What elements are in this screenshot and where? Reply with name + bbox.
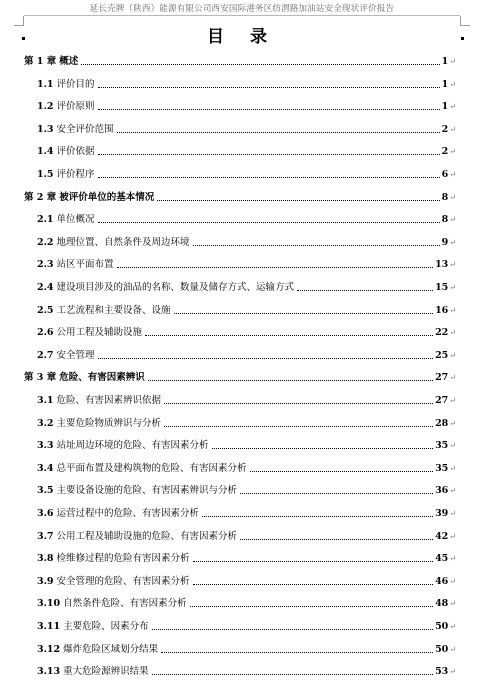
toc-title: 目 录 bbox=[207, 27, 277, 47]
toc-dot-leader bbox=[164, 403, 433, 404]
toc-page-number: 13 bbox=[435, 259, 449, 271]
toc-entry-number: 2.7 bbox=[37, 349, 54, 361]
toc-dot-leader bbox=[98, 222, 440, 223]
paragraph-mark-icon: ↵ bbox=[449, 509, 456, 518]
paragraph-mark-icon: ↵ bbox=[449, 147, 456, 157]
toc-page-number: 46 bbox=[435, 575, 449, 587]
toc-entry-number: 3.4 bbox=[37, 462, 54, 474]
toc-entry-label: 危险、有害因素辨识依据 bbox=[56, 395, 162, 406]
toc-entry-label: 安全评价范围 bbox=[56, 123, 114, 135]
toc-dot-leader bbox=[297, 290, 433, 291]
toc-dot-leader bbox=[152, 674, 433, 675]
toc-dot-leader bbox=[193, 561, 434, 562]
paragraph-mark-icon: ↵ bbox=[449, 328, 456, 338]
toc-section-entry[interactable] bbox=[37, 77, 456, 91]
toc-entry-number: 3.7 bbox=[37, 530, 54, 542]
toc-entry-label: 安全管理的危险、有害因素分析 bbox=[56, 575, 190, 587]
toc-page-number: 42 bbox=[435, 530, 449, 542]
toc-section-entry[interactable] bbox=[37, 438, 456, 452]
toc-entry-number: 1.2 bbox=[37, 101, 54, 113]
toc-entry-number: 2.3 bbox=[37, 259, 54, 271]
paragraph-mark-icon: ↵ bbox=[449, 102, 456, 112]
toc-page-number: 50 bbox=[435, 643, 449, 655]
toc-entry-label: 总平面布置及建构筑物的危险、有害因素分析 bbox=[56, 462, 247, 474]
toc-page-number: 45 bbox=[435, 553, 449, 565]
paragraph-mark-icon: ↵ bbox=[449, 441, 456, 451]
toc-dot-leader bbox=[98, 177, 440, 178]
toc-dot-leader bbox=[202, 516, 433, 517]
toc-entry-label: 重大危险源辨识结果 bbox=[63, 666, 149, 678]
toc-section-entry[interactable] bbox=[37, 619, 456, 633]
toc-entry-label: 安全管理 bbox=[56, 349, 95, 361]
paragraph-mark-icon: ↵ bbox=[449, 260, 456, 270]
toc-section-entry[interactable] bbox=[37, 529, 456, 543]
toc-page-number: 39 bbox=[435, 508, 449, 519]
toc-entry-label: 主要危险物质辨识与分析 bbox=[56, 417, 162, 429]
toc-entry-number: 3.1 bbox=[37, 395, 54, 406]
toc-dot-leader bbox=[193, 245, 440, 246]
toc-section-entry[interactable] bbox=[37, 642, 456, 656]
toc-page-number: 27 bbox=[435, 395, 449, 406]
toc-section-entry[interactable] bbox=[37, 280, 456, 294]
toc-section-entry[interactable] bbox=[37, 596, 456, 610]
toc-entry-label: 主要设备设施的危险、有害因素辨识与分析 bbox=[56, 485, 238, 497]
toc-dot-leader bbox=[240, 539, 433, 540]
toc-entry-number: 3.13 bbox=[37, 666, 61, 678]
toc-page-number: 36 bbox=[435, 485, 449, 497]
paragraph-mark-icon: ↵ bbox=[449, 170, 456, 179]
toc-entry-number: 1.3 bbox=[37, 123, 54, 135]
header-rule bbox=[24, 15, 460, 16]
toc-section-entry[interactable] bbox=[37, 664, 456, 678]
toc-dot-leader bbox=[98, 358, 434, 359]
toc-entry-number: 1.4 bbox=[37, 146, 54, 158]
paragraph-mark-icon: ↵ bbox=[449, 305, 456, 315]
toc-entry-number: 3.3 bbox=[37, 440, 54, 452]
paragraph-mark-icon: ↵ bbox=[449, 644, 456, 654]
toc-entry-number: 2.6 bbox=[37, 327, 54, 339]
toc-entry-number: 2.1 bbox=[37, 214, 54, 226]
paragraph-mark-icon: ↵ bbox=[449, 57, 456, 66]
toc-dot-leader bbox=[240, 493, 433, 494]
toc-entry-number: 第 2 章 bbox=[24, 191, 57, 203]
toc-entry-label: 地理位置、自然条件及周边环境 bbox=[56, 236, 190, 248]
toc-entry-label: 运营过程中的危险、有害因素分析 bbox=[56, 508, 200, 519]
toc-page-number: 1 bbox=[441, 78, 449, 90]
toc-entry-number: 3.10 bbox=[37, 598, 61, 610]
toc-section-entry[interactable] bbox=[37, 461, 456, 475]
paragraph-mark-icon: ↵ bbox=[449, 576, 456, 586]
toc-dot-leader bbox=[193, 584, 434, 585]
toc-page-number: 35 bbox=[435, 440, 449, 452]
toc-page-number: 53 bbox=[435, 666, 449, 678]
toc-page-number: 50 bbox=[435, 621, 449, 632]
toc-entry-number: 第 3 章 bbox=[24, 372, 57, 384]
toc-dot-leader bbox=[117, 267, 434, 268]
toc-dot-leader bbox=[117, 132, 440, 133]
toc-page-number: 2 bbox=[441, 146, 449, 158]
toc-entry-number: 2.5 bbox=[37, 304, 54, 316]
toc-dot-leader bbox=[148, 380, 433, 381]
toc-entry-label: 公用工程及辅助设施 bbox=[56, 327, 143, 339]
toc-entry-number: 3.11 bbox=[37, 621, 61, 632]
toc-entry-label: 单位概况 bbox=[56, 214, 95, 226]
toc-section-entry[interactable] bbox=[37, 393, 456, 407]
paragraph-mark-icon: ↵ bbox=[449, 554, 456, 564]
toc-dot-leader bbox=[98, 154, 440, 155]
toc-page-number: 16 bbox=[435, 304, 449, 316]
toc-section-entry[interactable] bbox=[37, 212, 456, 226]
toc-section-entry[interactable] bbox=[37, 122, 456, 136]
toc-entry-label: 公用工程及辅助设施的危险、有害因素分析 bbox=[56, 530, 238, 542]
toc-section-entry[interactable] bbox=[37, 235, 456, 249]
toc-dot-leader bbox=[174, 313, 434, 314]
toc-entry-number: 3.8 bbox=[37, 553, 54, 565]
toc-page-number: 48 bbox=[435, 598, 449, 610]
toc-section-entry[interactable] bbox=[37, 144, 456, 158]
toc-dot-leader bbox=[145, 335, 433, 336]
paragraph-mark-icon: ↵ bbox=[449, 237, 456, 247]
toc-page-number: 35 bbox=[435, 462, 449, 474]
toc-entry-number: 3.9 bbox=[37, 575, 54, 587]
toc-page-number: 2 bbox=[441, 123, 449, 135]
toc-chapter-entry[interactable] bbox=[24, 190, 456, 204]
paragraph-mark-icon: ↵ bbox=[449, 667, 456, 677]
paragraph-mark-icon: ↵ bbox=[449, 418, 456, 428]
toc-page-number: 1 bbox=[441, 56, 449, 67]
toc-dot-leader bbox=[161, 652, 433, 653]
toc-dot-leader bbox=[152, 629, 433, 630]
toc-section-entry[interactable] bbox=[37, 257, 456, 271]
page-header: 延长壳牌（陕西）能源有限公司西安国际港务区纺渭路加油站安全现状评价报告 bbox=[89, 4, 395, 14]
toc-entry-number: 3.12 bbox=[37, 643, 61, 655]
paragraph-mark-icon: ↵ bbox=[449, 373, 456, 383]
paragraph-mark-icon: ↵ bbox=[449, 486, 456, 496]
toc-dot-leader bbox=[250, 471, 434, 472]
toc-dot-leader bbox=[157, 200, 439, 201]
toc-page-number: 15 bbox=[435, 282, 449, 293]
toc-chapter-entry[interactable] bbox=[24, 54, 456, 68]
toc-entry-label: 评价目的 bbox=[56, 78, 95, 90]
toc-section-entry[interactable] bbox=[37, 325, 456, 339]
paragraph-mark-icon: ↵ bbox=[449, 192, 456, 202]
toc-page-number: 8 bbox=[441, 214, 449, 226]
toc-entry-label: 工艺流程和主要设备、设施 bbox=[56, 304, 171, 316]
toc-entry-label: 评价程序 bbox=[56, 169, 95, 180]
toc-dot-leader bbox=[98, 87, 440, 88]
toc-entry-label: 自然条件危险、有害因素分析 bbox=[63, 598, 187, 610]
toc-section-entry[interactable] bbox=[37, 303, 456, 317]
toc-dot-leader bbox=[164, 426, 433, 427]
toc-dot-leader bbox=[98, 109, 440, 110]
toc-section-entry[interactable] bbox=[37, 416, 456, 430]
toc-entry-number: 3.2 bbox=[37, 417, 54, 429]
toc-section-entry[interactable] bbox=[37, 348, 456, 362]
toc-entry-label: 检维修过程的危险有害因素分析 bbox=[56, 553, 190, 565]
toc-section-entry[interactable] bbox=[37, 551, 456, 565]
toc-dot-leader bbox=[190, 606, 433, 607]
toc-entry-label: 被评价单位的基本情况 bbox=[59, 191, 155, 203]
toc-page-number: 22 bbox=[435, 327, 449, 339]
toc-page-number: 9 bbox=[441, 236, 449, 248]
toc-page-number: 8 bbox=[441, 191, 449, 203]
toc-entry-number: 第 1 章 bbox=[24, 56, 57, 67]
paragraph-mark-icon: ↵ bbox=[449, 599, 456, 609]
toc-page-number: 27 bbox=[435, 372, 449, 384]
paragraph-mark-icon: ↵ bbox=[449, 283, 456, 292]
toc-entry-number: 2.2 bbox=[37, 236, 54, 248]
paragraph-mark-icon: ↵ bbox=[449, 350, 456, 360]
toc-section-entry[interactable] bbox=[37, 506, 456, 520]
toc-entry-label: 评价原则 bbox=[56, 101, 95, 113]
toc-page-number: 28 bbox=[435, 417, 449, 429]
toc-entry-label: 站区平面布置 bbox=[56, 259, 114, 271]
toc-dot-leader bbox=[212, 448, 434, 449]
paragraph-mark-icon: ↵ bbox=[449, 396, 456, 405]
toc-entry-label: 危险、有害因素辨识 bbox=[59, 372, 145, 384]
toc-page-number: 6 bbox=[441, 169, 449, 180]
toc-entry-number: 2.4 bbox=[37, 282, 54, 293]
paragraph-mark-icon: ↵ bbox=[449, 79, 456, 89]
toc-entry-label: 爆炸危险区域划分结果 bbox=[63, 643, 159, 655]
paragraph-mark-icon: ↵ bbox=[449, 622, 456, 631]
toc-page-number: 25 bbox=[435, 349, 449, 361]
toc-section-entry[interactable] bbox=[37, 167, 456, 181]
toc-entry-label: 概述 bbox=[59, 56, 79, 67]
toc-entry-label: 评价依据 bbox=[56, 146, 95, 158]
toc-section-entry[interactable] bbox=[37, 483, 456, 497]
toc-entry-number: 3.6 bbox=[37, 508, 54, 519]
paragraph-mark-icon: ↵ bbox=[449, 215, 456, 225]
toc-entry-label: 站址周边环境的危险、有害因素分析 bbox=[56, 440, 209, 452]
toc-entry-label: 主要危险、因素分布 bbox=[63, 621, 149, 632]
paragraph-mark-icon: ↵ bbox=[449, 124, 456, 134]
toc-entry-label: 建设项目涉及的油品的名称、数量及储存方式、运输方式 bbox=[56, 282, 295, 293]
toc-entry-number: 1.5 bbox=[37, 169, 54, 180]
toc-entry-number: 3.5 bbox=[37, 485, 54, 497]
toc-entry-number: 1.1 bbox=[37, 78, 54, 90]
toc-page-number: 1 bbox=[441, 101, 449, 113]
paragraph-mark-icon: ↵ bbox=[449, 463, 456, 473]
toc-dot-leader bbox=[81, 64, 439, 65]
toc-section-entry[interactable] bbox=[37, 99, 456, 113]
paragraph-mark-icon: ↵ bbox=[449, 531, 456, 541]
toc-chapter-entry[interactable] bbox=[24, 370, 456, 384]
toc-section-entry[interactable] bbox=[37, 574, 456, 588]
